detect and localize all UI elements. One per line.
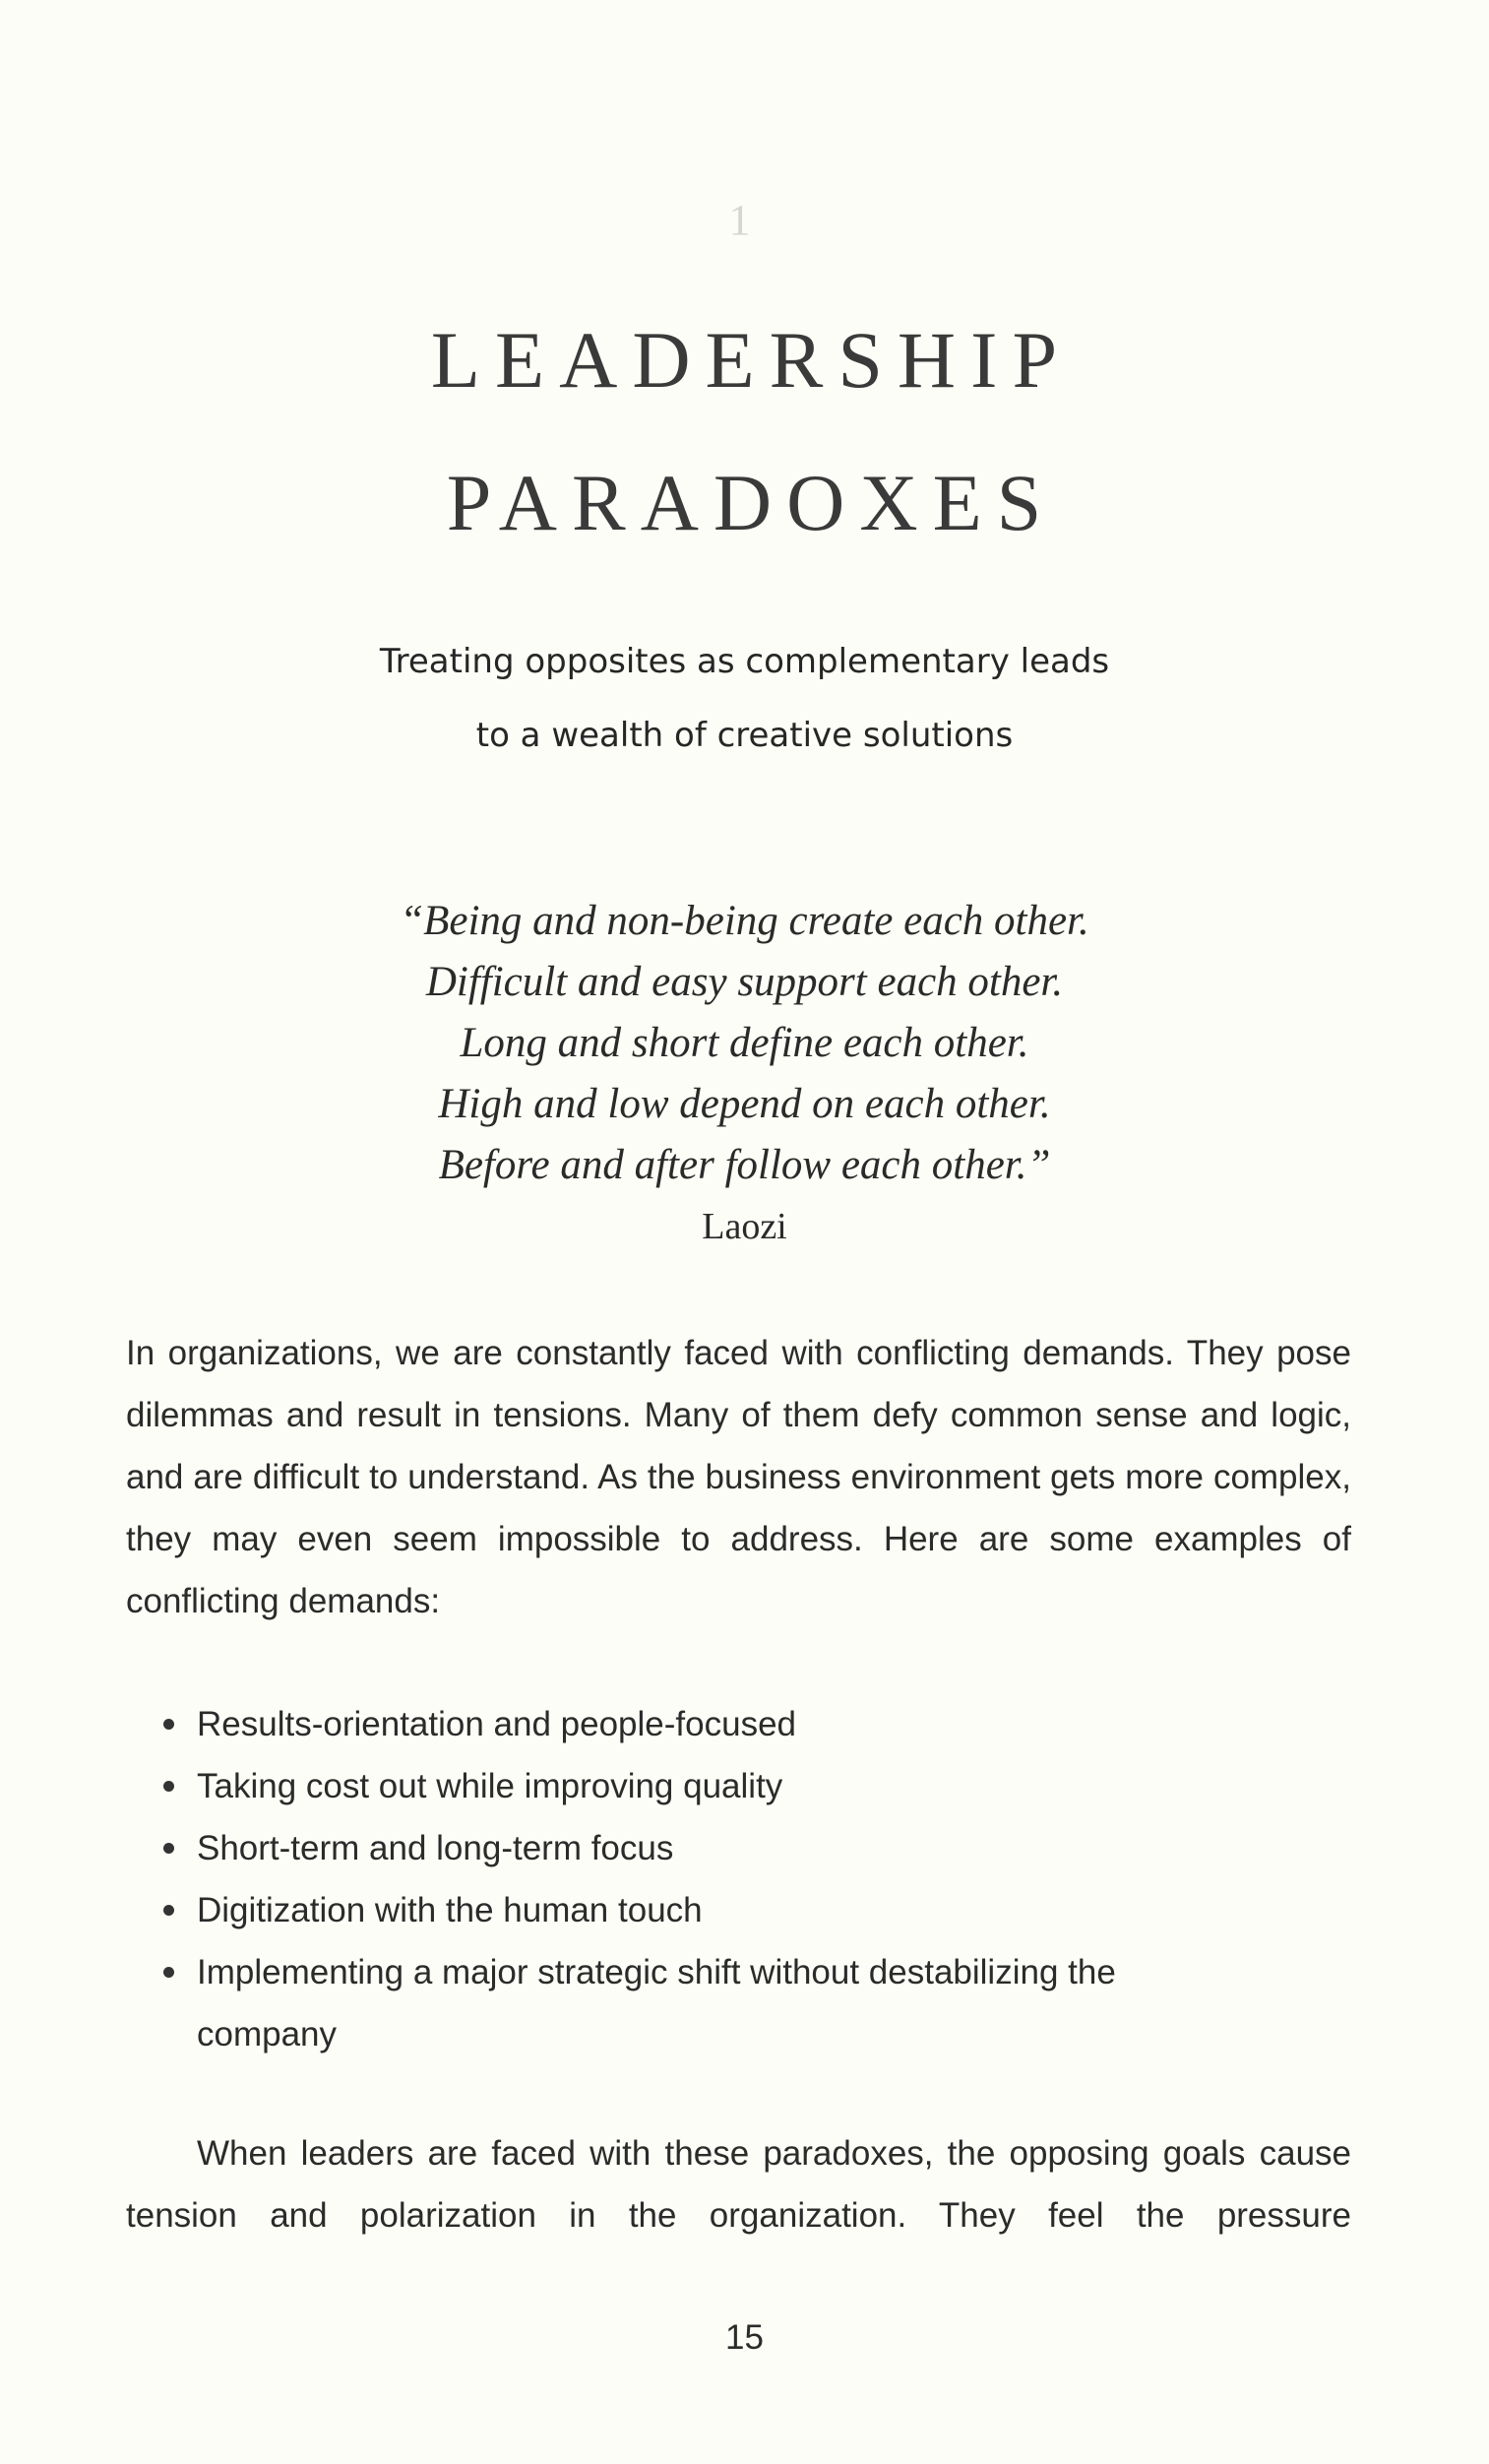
chapter-title-line-2: PARADOXES xyxy=(446,458,1057,547)
chapter-subtitle-line-2: to a wealth of creative solutions xyxy=(475,716,1014,755)
list-item-text: Taking cost out while improving quality xyxy=(197,1767,783,1805)
epigraph-quote xyxy=(0,891,1489,1257)
epigraph-line: Difficult and easy support each other. xyxy=(425,959,1064,1005)
chapter-number: 1 xyxy=(728,196,751,244)
list-item-text: Implementing a major strategic shift without destabilizing the company xyxy=(197,1953,1116,2053)
list-item xyxy=(157,1879,1191,1941)
bullet-icon xyxy=(163,1967,174,1978)
list-item xyxy=(157,1941,1191,2065)
list-item-text: Results-orientation and people-focused xyxy=(197,1705,796,1743)
continuation-paragraph: When leaders are faced with these paradoxes, the opposing goals cause tension and polarization in the organization. They feel the pressure xyxy=(126,2134,1351,2235)
list-item xyxy=(157,1817,1191,1879)
list-item xyxy=(157,1693,1191,1755)
epigraph-attribution: Laozi xyxy=(702,1206,787,1247)
page-number: 15 xyxy=(725,2318,764,2357)
bullet-icon xyxy=(163,1905,174,1916)
bullet-icon xyxy=(163,1719,174,1730)
bullet-icon xyxy=(163,1843,174,1854)
chapter-title-line-1: LEADERSHIP xyxy=(430,315,1073,405)
list-item-text: Digitization with the human touch xyxy=(197,1891,703,1929)
bullet-icon xyxy=(163,1781,174,1792)
epigraph-line: Long and short define each other. xyxy=(460,1020,1029,1066)
intro-paragraph: In organizations, we are constantly faced with conflicting demands. They pose dilemmas and result in tensions. Many of them defy common sense and logic, and are difficult to understand. As the business environment gets more complex, they may even seem impossible to address. Here are some examples of conflicting demands: xyxy=(126,1334,1351,1620)
chapter-subtitle-line-1: Treating opposites as complementary leads xyxy=(379,642,1110,681)
epigraph-line: High and low depend on each other. xyxy=(438,1081,1051,1127)
conflicting-demands-list xyxy=(157,1693,1191,2065)
list-item-text: Short-term and long-term focus xyxy=(197,1829,674,1867)
list-item xyxy=(157,1755,1191,1817)
epigraph-line: “Being and non-being create each other. xyxy=(400,898,1089,944)
epigraph-line: Before and after follow each other.” xyxy=(438,1142,1051,1188)
